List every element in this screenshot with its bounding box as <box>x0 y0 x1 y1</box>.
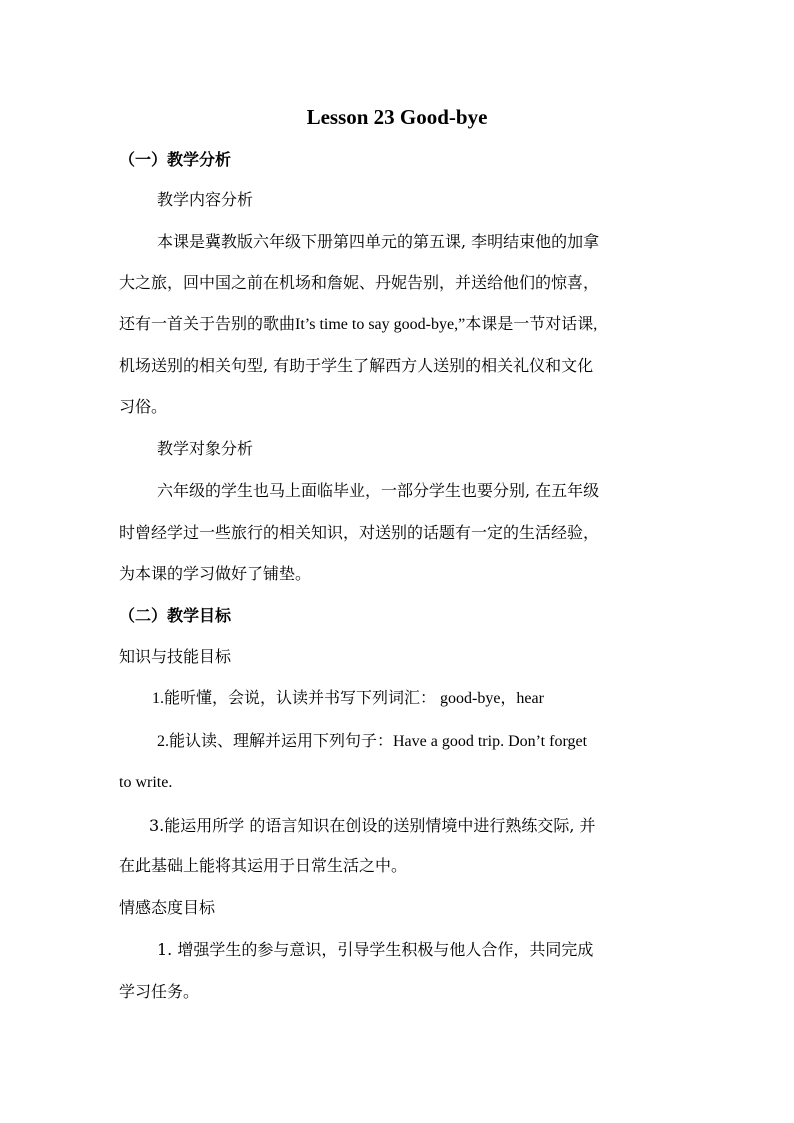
content-analysis-line-4: 机场送别的相关句型, 有助于学生了解西方人送别的相关礼仪和文化 <box>119 356 594 375</box>
affective-goals-heading: 情感态度目标 <box>119 898 216 917</box>
learner-analysis-heading: 教学对象分析 <box>157 439 254 458</box>
section-heading-goals: （二）教学目标 <box>119 606 232 625</box>
content-analysis-line-3: 还有一首关于告别的歌曲It’s time to say good-bye,”本课是一节对话课, <box>119 316 598 333</box>
content-analysis-line-5: 习俗。 <box>119 397 168 416</box>
knowledge-goal-2-line-1: 2.能认读、理解并运用下列句子：Have a good trip. Don’t forget <box>157 733 588 750</box>
content-analysis-heading: 教学内容分析 <box>157 190 254 209</box>
affective-goal-1-line-1: 1. 增强学生的参与意识，引导学生积极与他人合作，共同完成 <box>157 940 594 959</box>
content-analysis-line-2: 大之旅，回中国之前在机场和詹妮、丹妮告别，并送给他们的惊喜， <box>119 273 600 292</box>
knowledge-goal-3-line-2: 在此基础上能将其运用于日常生活之中。 <box>119 856 408 875</box>
section-heading-analysis: （一）教学分析 <box>119 150 232 169</box>
affective-goal-1-line-2: 学习任务。 <box>119 982 200 1001</box>
knowledge-goals-heading: 知识与技能目标 <box>119 647 232 666</box>
learner-analysis-line-3: 为本课的学习做好了铺垫。 <box>119 564 312 583</box>
knowledge-goal-2-line-2: to write. <box>119 774 173 791</box>
learner-analysis-line-1: 六年级的学生也马上面临毕业，一部分学生也要分别, 在五年级 <box>157 481 600 500</box>
knowledge-goal-1: 1.能听懂，会说，认读并书写下列词汇： good-bye，hear <box>152 690 544 707</box>
content-analysis-line-1: 本课是冀教版六年级下册第四单元的第五课, 李明结束他的加拿 <box>157 232 600 251</box>
document-title: Lesson 23 Good-bye <box>306 105 488 129</box>
knowledge-goal-3-line-1: 3.能运用所学 的语言知识在创设的送别情境中进行熟练交际, 并 <box>149 816 596 835</box>
learner-analysis-line-2: 时曾经学过一些旅行的相关知识，对送别的话题有一定的生活经验， <box>119 523 600 542</box>
